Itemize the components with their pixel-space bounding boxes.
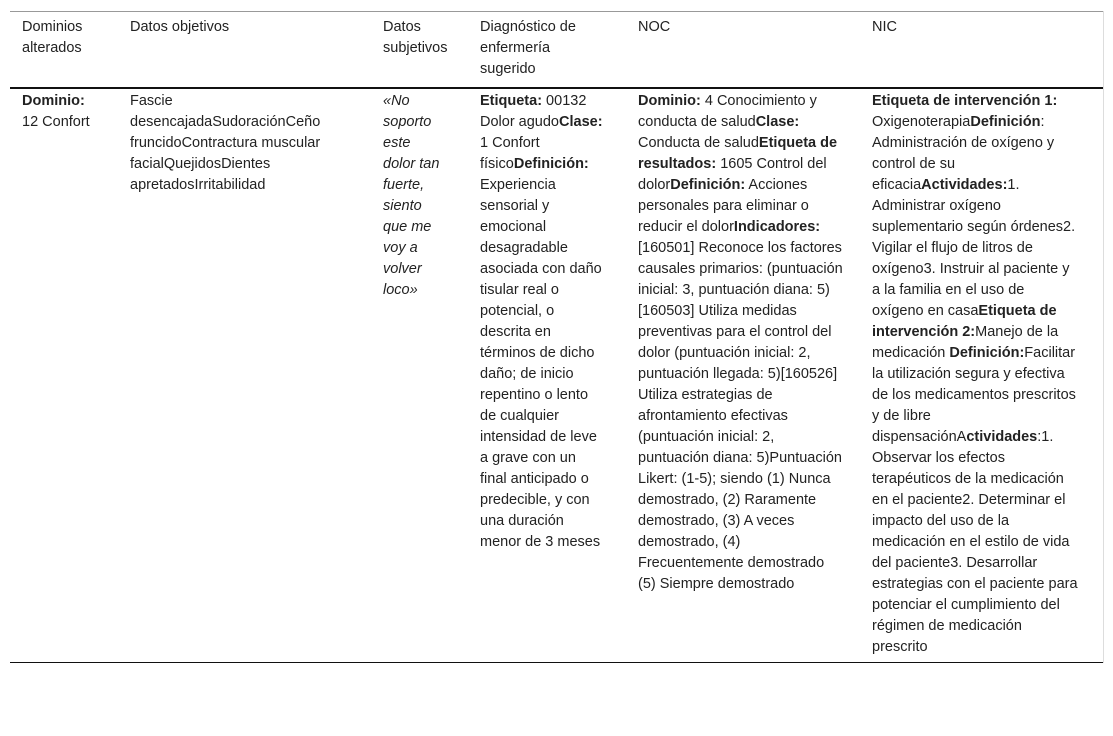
cell-label-text: Etiqueta de intervención 1:	[872, 93, 1058, 109]
cell-label-text: Etiqueta:	[480, 93, 543, 109]
cell-text: 12 Confort	[22, 114, 90, 130]
cell-text: Manejo de la medicación	[872, 324, 1059, 361]
cell-label-text: Definición	[970, 114, 1041, 130]
cell-label-text: Clase:	[755, 114, 800, 130]
header-nic: NIC	[872, 19, 897, 35]
cell-datos-objetivos	[120, 88, 373, 663]
cell-text: [160501] Reconoce los factores causales primarios: (puntuación inicial: 3, puntuación diana: 5) [160503] Utiliza medidas preventivas para el control del dolor (puntuación inicial: 2, puntuación llegada: 5)[160526] Utiliza estrategias de afrontamiento efectivas (puntuación inicial: 2, puntuación diana: 5)Puntuación Likert: (1-5); siendo (1) Nunca demostrado, (2) Raramente demostrado, (3) A veces demostrado, (4) Frecuentemente demostrado (5) Siempre demostrado	[638, 240, 843, 592]
cell-text: 1. Administrar oxígeno suplementario según órdenes2. Vigilar el flujo de litros de oxígeno3. Instruir al paciente y a la familia en el uso de oxígeno en casa	[872, 177, 1076, 319]
cell-label-text: Indicadores:	[733, 219, 821, 235]
cell-label-text: Dominio:	[22, 93, 85, 109]
cell-text: Fascie desencajadaSudoraciónCeño fruncidoContractura muscular facialQuejidosDientes apretadosIrritabilidad	[130, 93, 321, 193]
cell-label-text: Definición:	[670, 177, 746, 193]
cell-text: Oxigenoterapia	[872, 114, 971, 130]
header-diagnostico: Diagnóstico de enfermería sugerido	[480, 19, 576, 77]
cell-nic	[862, 88, 1103, 663]
cell-label-text: Actividades:	[921, 177, 1008, 193]
cell-text: 1 Confort físico	[480, 135, 540, 172]
cell-label-text: ctividades	[966, 429, 1038, 445]
header-datos-objetivos: Datos objetivos	[130, 19, 230, 35]
header-noc: NOC	[638, 19, 671, 35]
cell-diagnostico	[470, 88, 628, 663]
cell-text: Experiencia sensorial y emocional desagradable asociada con daño tisular real o potencial, o descrita en términos de dicho daño; de inicio repentino o lento de cualquier intensidad de leve a grave con un final anticipado o predecible, y con una duración menor de 3 meses	[480, 177, 602, 550]
care-plan-table	[10, 11, 1103, 663]
header-datos-subjetivos: Datos subjetivos	[383, 19, 448, 56]
header-dominios: Dominios alterados	[22, 19, 83, 56]
cell-text: 4 Conocimiento y conducta de salud	[638, 93, 817, 130]
cell-text: «No soporto este dolor tan fuerte, siento que me voy a volver loco»	[383, 93, 440, 298]
cell-text: Acciones personales para eliminar o reducir el dolor	[638, 177, 809, 235]
cell-noc	[628, 88, 862, 663]
cell-label-text: Etiqueta de intervención 2:	[872, 303, 1057, 340]
cell-text: : Administración de oxígeno y control de su eficacia	[872, 114, 1055, 193]
cell-text: Conducta de salud	[638, 135, 759, 151]
table-row	[10, 88, 1103, 663]
cell-text: 00132 Dolor agudo	[480, 93, 587, 130]
cell-text: 1605 Control del dolor	[638, 156, 827, 193]
cell-text: :1. Observar los efectos terapéuticos de la medicación en el paciente2. Determinar el impacto del uso de la medicación en el estilo de vida del paciente3. Desarrollar estrategias con el paciente para potenciar el cumplimiento del régimen de medicación prescrito	[872, 429, 1078, 655]
cell-text: Facilitar la utilización segura y efectiva de los medicamentos prescritos y de libre dispensaciónA	[872, 345, 1076, 445]
cell-dominio	[10, 88, 120, 663]
cell-label-text: Dominio:	[638, 93, 701, 109]
cell-label-text: Definición:	[513, 156, 589, 172]
cell-datos-subjetivos	[373, 88, 470, 663]
cell-label-text: Etiqueta de resultados:	[638, 135, 838, 172]
care-plan-table-container	[10, 11, 1104, 663]
cell-label-text: Definición:	[949, 345, 1025, 361]
table-header-row	[10, 12, 1103, 89]
cell-label-text: Clase:	[559, 114, 603, 130]
